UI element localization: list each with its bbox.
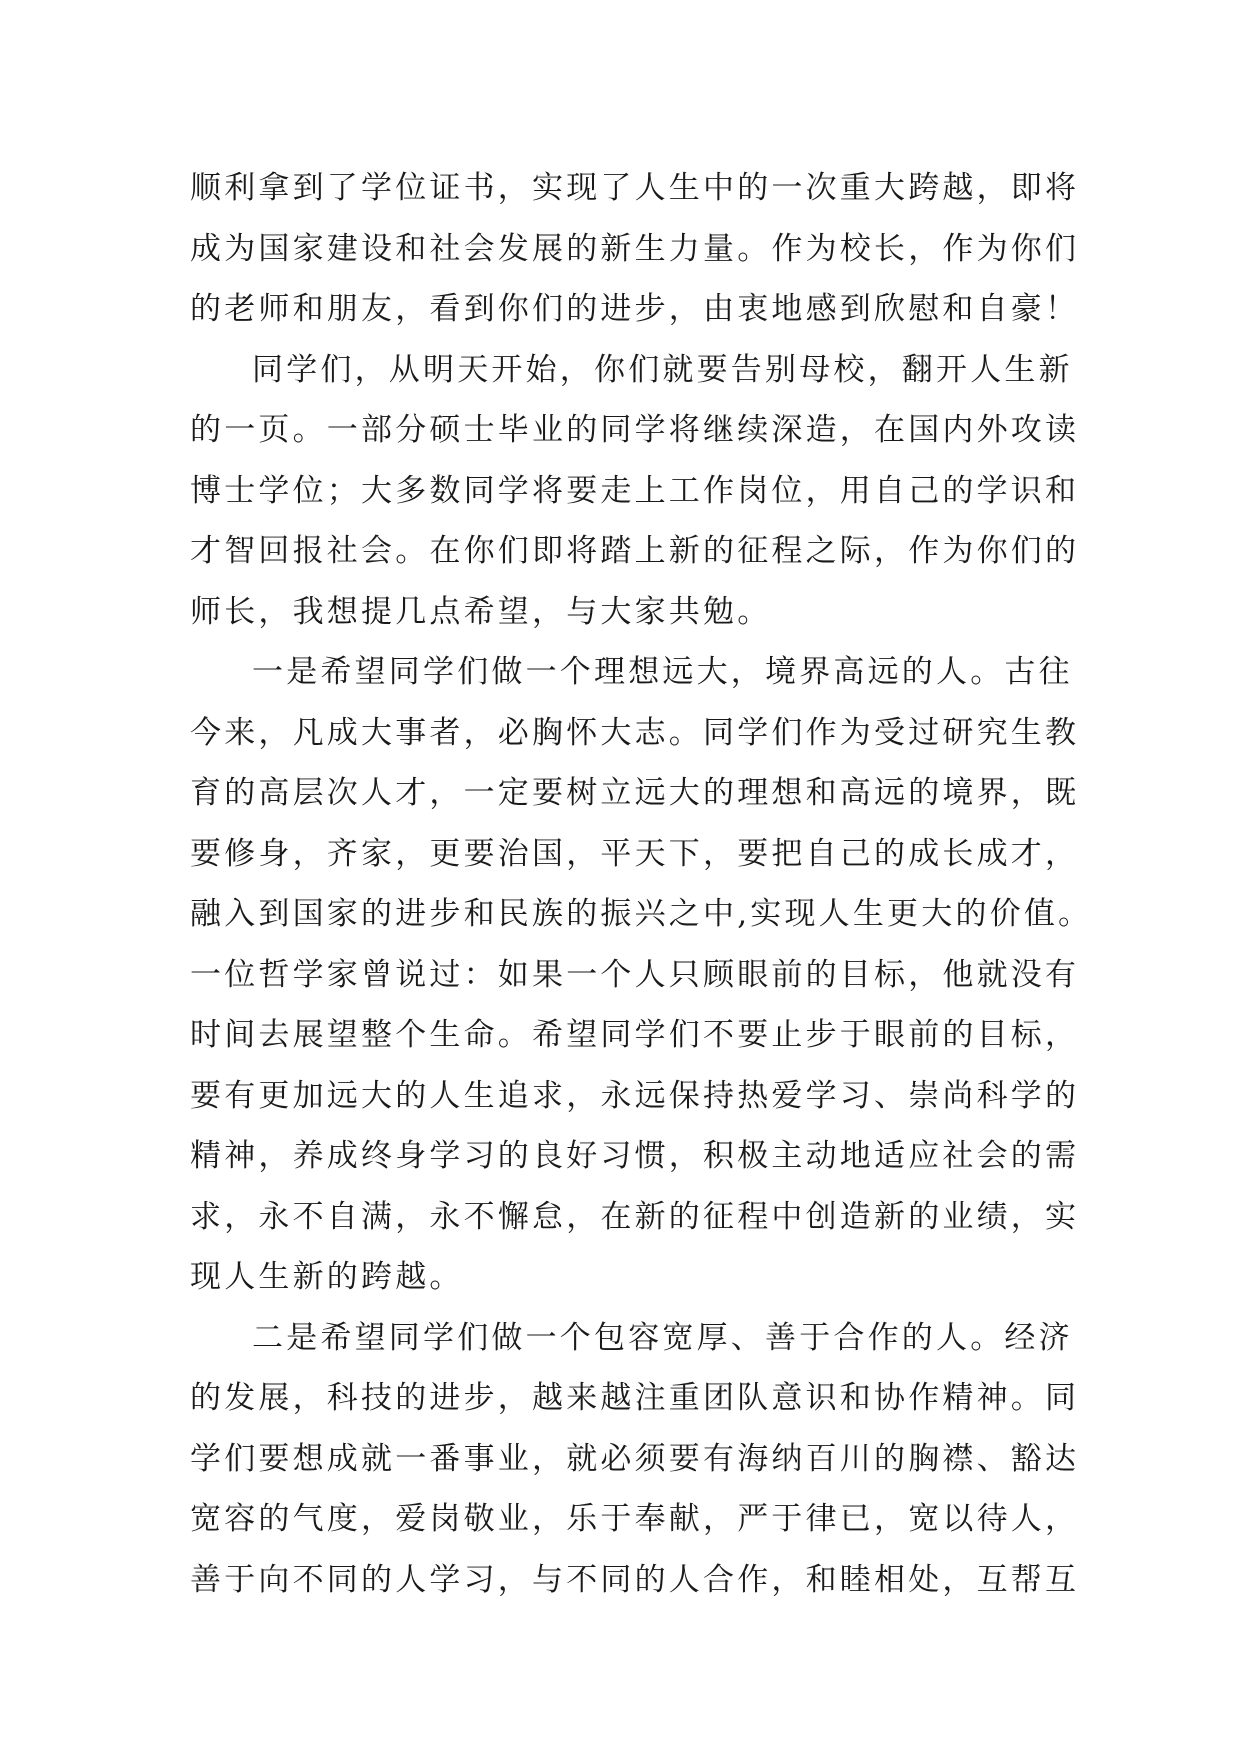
- text-line: 今来，凡成大事者，必胸怀大志。同学们作为受过研究生教: [190, 714, 1080, 751]
- text-line: 一位哲学家曾说过：如果一个人只顾眼前的目标，他就没有: [190, 956, 1080, 993]
- text-line: 要修身，齐家，更要治国，平天下，要把自己的成长成才，: [190, 835, 1080, 872]
- text-line: 师长，我想提几点希望，与大家共勉。: [190, 593, 772, 630]
- paragraph-first-line: 二是希望同学们做一个包容宽厚、善于合作的人。经济: [252, 1319, 1073, 1356]
- text-line: 成为国家建设和社会发展的新生力量。作为校长，作为你们: [190, 230, 1080, 267]
- text-line: 的老师和朋友，看到你们的进步，由衷地感到欣慰和自豪！: [190, 291, 1080, 327]
- text-line: 时间去展望整个生命。希望同学们不要止步于眼前的目标，: [190, 1017, 1080, 1053]
- paragraph-first-line: 同学们，从明天开始，你们就要告别母校，翻开人生新: [252, 351, 1073, 388]
- text-line: 善于向不同的人学习，与不同的人合作，和睦相处，互帮互: [190, 1561, 1080, 1598]
- body-text: [190, 158, 1093, 1610]
- text-line: 现人生新的跨越。: [190, 1259, 464, 1295]
- text-line: 才智回报社会。在你们即将踏上新的征程之际，作为你们的: [190, 533, 1080, 569]
- text-line: 育的高层次人才，一定要树立远大的理想和高远的境界，既: [190, 775, 1080, 811]
- text-line: 的一页。一部分硕士毕业的同学将继续深造，在国内外攻读: [190, 412, 1080, 448]
- text-line: 宽容的气度，爱岗敬业，乐于奉献，严于律已，宽以待人，: [190, 1501, 1080, 1537]
- paragraph-first-line: 一是希望同学们做一个理想远大，境界高远的人。古往: [252, 654, 1073, 690]
- text-line: 要有更加远大的人生追求，永远保持热爱学习、崇尚科学的: [190, 1077, 1080, 1114]
- text-line: 融入到国家的进步和民族的振兴之中,实现人生更大的价值。: [190, 896, 1093, 932]
- text-line: 博士学位；大多数同学将要走上工作岗位，用自己的学识和: [190, 472, 1080, 509]
- text-line: 求，永不自满，永不懈怠，在新的征程中创造新的业绩，实: [190, 1198, 1080, 1235]
- text-line: 顺利拿到了学位证书，实现了人生中的一次重大跨越，即将: [190, 170, 1080, 206]
- text-line: 的发展，科技的进步，越来越注重团队意识和协作精神。同: [190, 1380, 1080, 1416]
- text-line: 精神，养成终身学习的良好习惯，积极主动地适应社会的需: [190, 1138, 1080, 1174]
- text-line: 学们要想成就一番事业，就必须要有海纳百川的胸襟、豁达: [190, 1440, 1080, 1477]
